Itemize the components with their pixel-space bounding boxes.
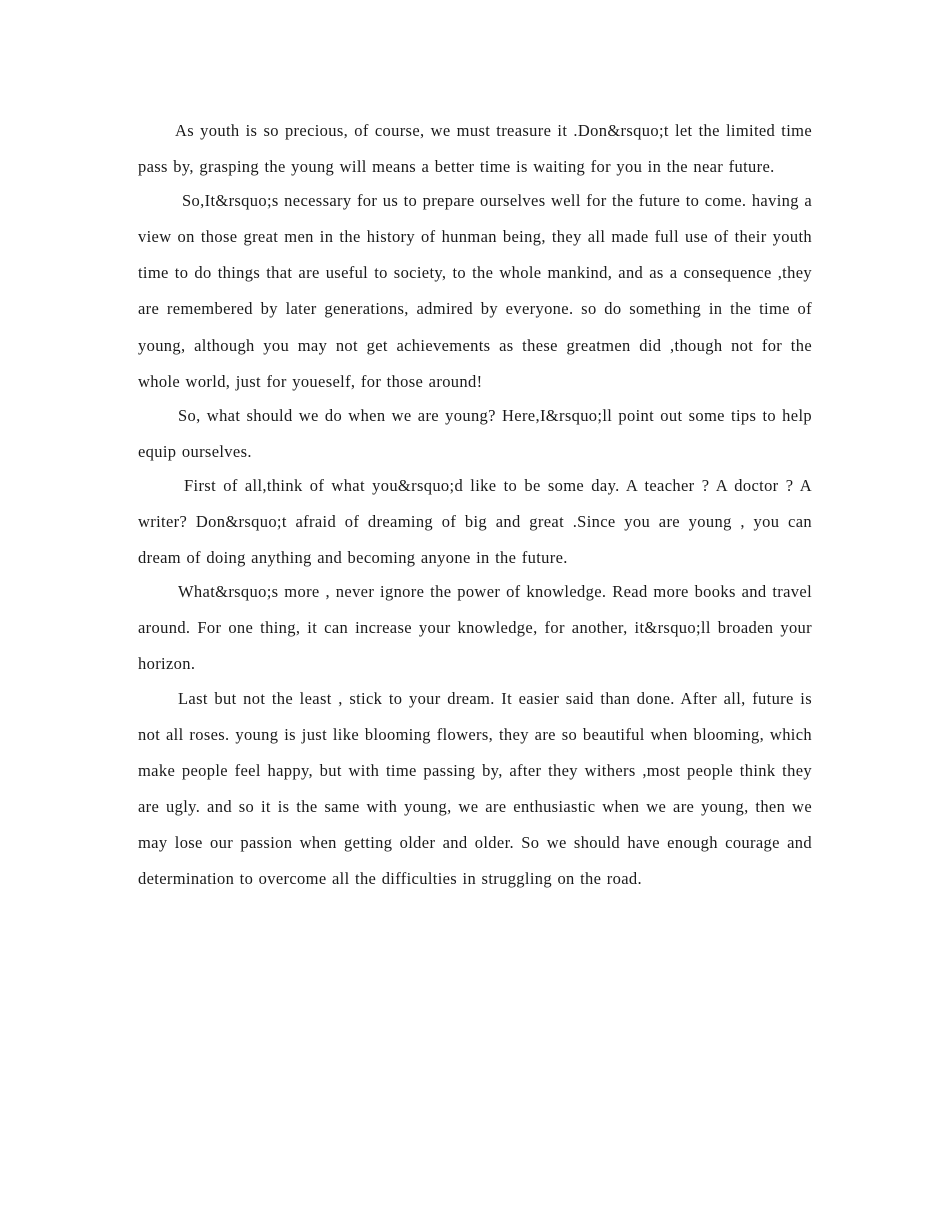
paragraph-4: First of all,think of what you&rsquo;d like to be some day. A teacher ? A doctor ? A writer? Don&rsquo;t afraid of dreaming of big and great .Since you are young , you can dream of doing anything and becoming anyone in the future. [138,475,812,568]
paragraph-3: So, what should we do when we are young? Here,I&rsquo;ll point out some tips to help equip ourselves. [138,405,812,461]
paragraph-5: What&rsquo;s more , never ignore the power of knowledge. Read more books and travel around. For one thing, it can increase your knowledge, for another, it&rsquo;ll broaden your horizon. [138,582,812,674]
paragraph-2: So,It&rsquo;s necessary for us to prepare ourselves well for the future to come. having a view on those great men in the history of hunman being, they all made full use of their youth time to do things that are useful to society, to the whole mankind, and as a consequence ,they are remembered by later generations, admired by everyone. so do something in the time of young, although you may not get achievements as these greatmen did ,though not for the whole world, just for youeself, for those around! [138,191,812,391]
paragraph-6: Last but not the least , stick to your dream. It easier said than done. After all, future is not all roses. young is just like blooming flowers, they are so beautiful when blooming, which make people feel happy, but with time passing by, after they withers ,most people think they are ugly. and so it is the same with young, we are enthusiastic when we are young, then we may lose our passion when getting older and older. So we should have enough courage and determination to overcome all the difficulties in struggling on the road. [138,688,812,888]
paragraph-1: As youth is so precious, of course, we must treasure it .Don&rsquo;t let the limited time pass by, grasping the young will means a better time is waiting for you in the near future. [138,121,812,177]
essay-body [138,113,812,895]
